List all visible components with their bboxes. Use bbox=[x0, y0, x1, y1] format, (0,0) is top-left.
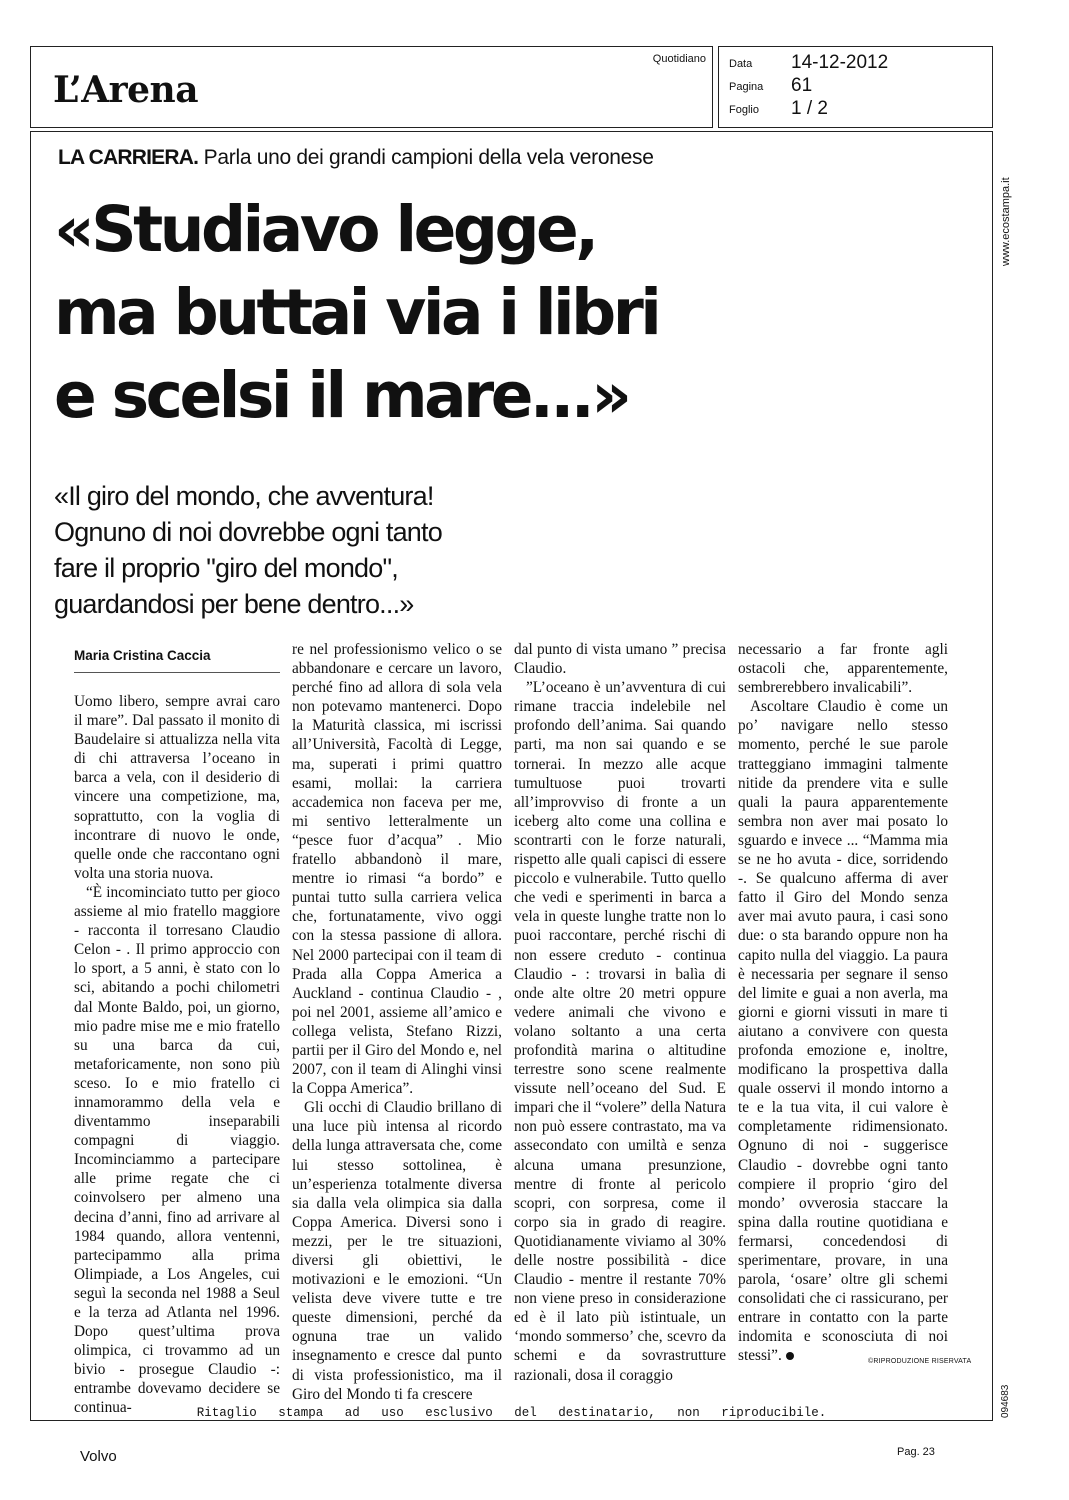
paragraph bbox=[738, 697, 948, 1365]
paragraph: necessario a far fronte agli ostacoli che, apparentemente, sembrerebbero invalicabili”. bbox=[738, 641, 948, 697]
article-column-1 bbox=[74, 692, 280, 1418]
side-code bbox=[996, 1360, 1012, 1420]
copyright-note: ©RIPRODUZIONE RISERVATA bbox=[868, 1358, 972, 1365]
article-column-3 bbox=[514, 640, 726, 1385]
side-code-text: 094683 bbox=[1000, 1384, 1011, 1418]
author-byline: Maria Cristina Caccia bbox=[74, 648, 211, 663]
info-value: 61 bbox=[791, 75, 813, 96]
client-brand: Volvo bbox=[80, 1448, 117, 1465]
kicker bbox=[58, 146, 654, 170]
paragraph: ”L’oceano è un’avventura di cui rimane traccia indelebile nel profondo dell’anima. Sai quando parti, ma non sai quando e se tornerai. In mezzo alle acque tumultuose puoi trovarti all’improvviso di fronte a un iceberg alto come una collina e scontrarti con le forze naturali, rispetto alle quali capisci di essere piccolo e vulnerabile. Tutto quello che vedi e sperimenti in barca a vela in queste lunghe tratte non lo puoi raccontare, perché rischi di non essere creduto - continua Claudio - : trovarsi in balìa di onde alte oltre 20 metri oppure vedere animali che vivono e volano soltanto a una certa profondità marina o altitudine terrestre sono scene realmente vissute nell’oceano del Sud. E impari che il “volere” della Natura non può essere contrastato, ma va assecondato con umiltà e senza alcuna umana presunzione, mentre di fronte al pericolo scopri, con sorpresa, come il corpo sia in grado di reagire. Quotidianamente viviamo al 30% delle nostre possibilità - dice Claudio - mentre il restante 70% non viene preso in considerazione ed è il lato più istintuale, un ‘mondo sommerso’ che, scevro da schemi e da sovrastrutture razionali, dosa il coraggio bbox=[514, 679, 726, 1384]
info-box bbox=[718, 46, 993, 128]
clipping-notice: Ritaglio stampa ad uso esclusivo del destinatario, non riproducibile. bbox=[196, 1406, 827, 1420]
side-url-text: www.ecostampa.it bbox=[1000, 177, 1012, 266]
paragraph: Uomo libero, sempre avrai caro il mare”. Dal passato il monito di Baudelaire si attualizza nella vita di chi attraversa l’oceano in barca a vela, con il desiderio di vincere una competizione, ma, soprattutto, con la voglia di incontrare di nuovo le onde, quelle onde che raccontano ogni volta una storia nuova. bbox=[74, 693, 280, 882]
paragraph: re nel professionismo velico o se abbandonare e cercare un lavoro, perché fino ad allora di sola vela non potevamo mantenerci. Dopo la Maturità classica, mi iscrissi all’Università, Facoltà di Legge, ma, superati i primi quattro esami, mollai: la carriera accademica non faceva per me, mi sentivo letteralmente un “pesce fuor d’acqua” . Mio fratello abbandonò il mare, mentre io rimasi “a bordo” e puntai tutto sulla carriera velica che, fortunatamente, vivo oggi con la stessa passione di allora. Nel 2000 partecipai con il team di Prada alla Coppa America a Auckland - continua Claudio - , poi nel 2001, assieme all’amico e collega velista, Stefano Rizzi, partii per il Giro del Mondo e, nel 2007, con il team di Alinghi vinsi la Coppa America”. bbox=[292, 641, 502, 1098]
page-number: Pag. 23 bbox=[897, 1446, 935, 1458]
info-value: 14-12-2012 bbox=[791, 52, 889, 73]
headline-line: «Studiavo legge, bbox=[54, 193, 596, 266]
side-url bbox=[996, 148, 1012, 268]
paragraph: dal punto di vista umano ” precisa Claudio. bbox=[514, 641, 726, 678]
paragraph: “È incominciato tutto per gioco assieme al mio fratello maggiore - racconta il torresano Claudio Celon - . Il primo approccio con lo sport, a 5 anni, è stato con lo sci, abitando a pochi chilometri dal Monte Baldo, poi, un giorno, mio padre mise me e mio fratello su una barca da cui, metaforicamente, non sono più sceso. Io e mio fratello ci innamorammo della vela e diventammo inseparabili compagni di viaggio. Incominciammo a partecipare alle prime regate che ci coinvolsero per almeno una decina d’anni, fino ad arrivare al 1984 quando, allora ventenni, partecipammo alla prima Olimpiade, a Los Angeles, cui seguì la seconda nel 1988 a Seul e la terza ad Atlanta nel 1996. Dopo quest’ultima prova olimpica, ci trovammo ad un bivio - prosegue Claudio -: entrambe dovevamo decidere se continua- bbox=[74, 883, 280, 1417]
publication-type: Quotidiano bbox=[652, 53, 706, 65]
subhead-line: fare il proprio "giro del mondo", bbox=[54, 553, 398, 583]
info-row-sheet bbox=[729, 98, 989, 120]
subhead-line: «Il giro del mondo, che avventura! bbox=[54, 481, 434, 511]
masthead bbox=[30, 46, 713, 128]
headline bbox=[54, 188, 754, 437]
info-value: 1 / 2 bbox=[791, 98, 828, 119]
end-bullet-icon bbox=[786, 1352, 794, 1360]
kicker-label: LA CARRIERA. bbox=[58, 146, 199, 169]
paragraph: Gli occhi di Claudio brillano di una luce più intensa al ricordo della lunga attraversata che, come lui stesso sottolinea, è un’esperienza totalmente diversa sia dalla vela olimpica sia dalla Coppa America. Diversi sono i mezzi, per le tre situazioni, diversi gli obiettivi, le motivazioni e le emozioni. “Un velista deve vivere tutte e tre queste dimensioni, perché da ognuna trae un valido insegnamento e cresce dal punto di vista professionistico, ma il Giro del Mondo ti fa crescere bbox=[292, 1099, 502, 1403]
headline-line: e scelsi il mare...» bbox=[54, 359, 629, 432]
article-column-2 bbox=[292, 640, 502, 1404]
subhead-line: guardandosi per bene dentro...» bbox=[54, 589, 414, 619]
article-column-4 bbox=[738, 640, 948, 1366]
headline-line: ma buttai via i libri bbox=[54, 276, 659, 349]
newspaper-logo: L’Arena bbox=[53, 69, 199, 111]
byline-divider bbox=[74, 672, 280, 673]
info-row-date bbox=[729, 52, 989, 74]
info-label: Pagina bbox=[729, 81, 764, 93]
paragraph-text: Ascoltare Claudio è come un po’ navigare nello stesso momento, perché le sue parole tratteggiano immagini talmente nitide da prendere vita e sulle quali la paura apparentemente sembra non aver mai posato lo sguardo e invece ... “Mamma mia se ne ho avuta - dice, sorridendo -. Se qualcuno afferma di aver fatto il Giro del Mondo senza aver mai avuto paura, i casi sono due: o sta barando oppure non ha capito nulla del viaggio. La paura è necessaria per segnare il senso del limite e guai a non averla, ma giorni e giorni vissuti in mare ti aiutano a convivere con questa profonda emozione e, inoltre, modificano la prospettiva dalla quale osservi il mondo intorno a te e la tua vita, il cui valore è completamente ridimensionato. Ognuno di noi - suggerisce Claudio - dovrebbe ogni tanto compiere il proprio ‘giro del mondo’ ovverosia staccare la spina dalla routine quotidiana e fermarsi, concedendosi di sperimentare, provare, in una parola, ‘osare’ oltre gli schemi consolidati che ci rassicurano, per entrare in contatto con la parte indomita e sconosciuta di noi stessi”. bbox=[738, 698, 948, 1365]
info-label: Foglio bbox=[729, 104, 759, 116]
info-row-page bbox=[729, 75, 989, 97]
info-label: Data bbox=[729, 58, 753, 70]
subhead-line: Ognuno di noi dovrebbe ogni tanto bbox=[54, 517, 442, 547]
subhead bbox=[54, 478, 614, 622]
kicker-text: Parla uno dei grandi campioni della vela veronese bbox=[203, 146, 654, 169]
